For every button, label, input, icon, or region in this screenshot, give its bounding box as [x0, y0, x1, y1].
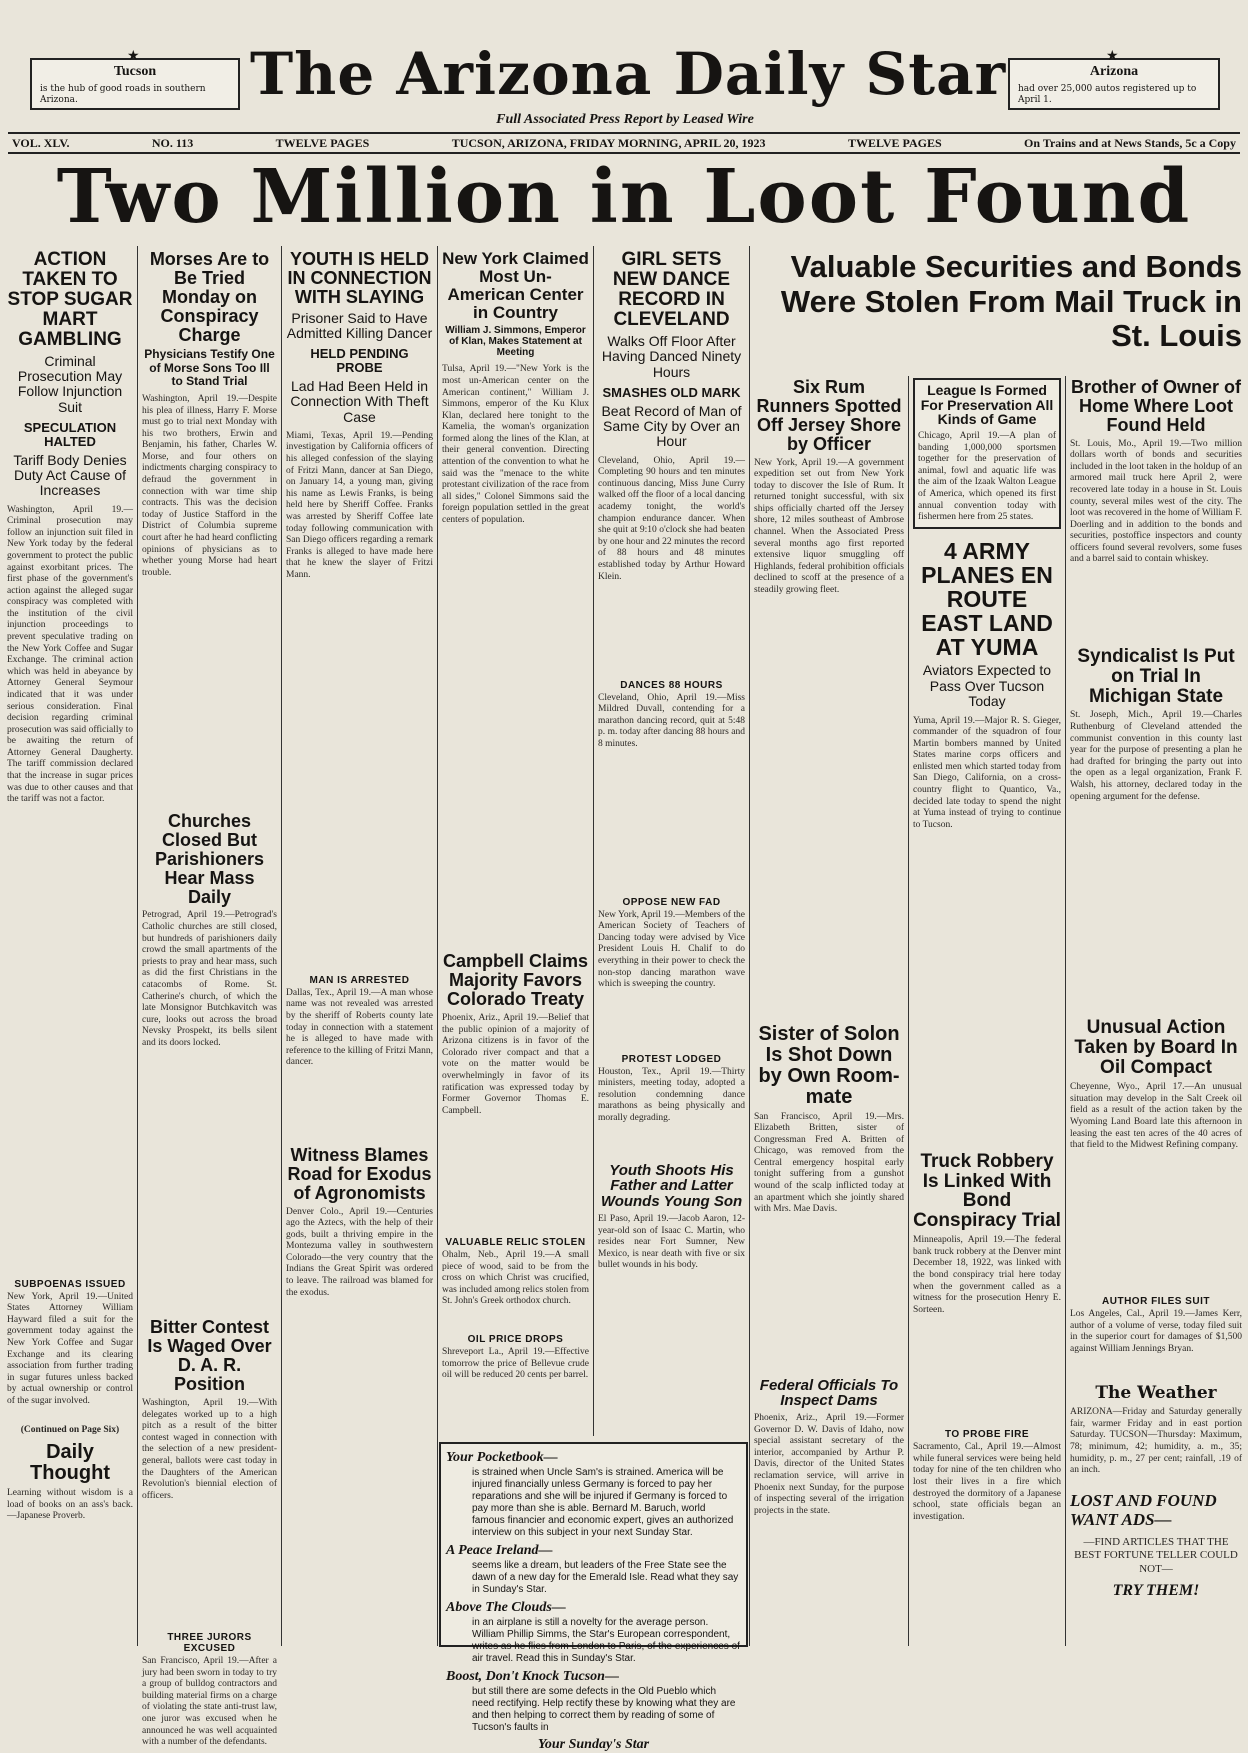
sister-headline: Sister of Solon Is Shot Down by Own Room-mate [758, 1022, 900, 1108]
churches-article-body: Petrograd, April 19.—Petrograd's Catholic churches are still closed, but hundreds of parishioners daily crowd the small apartments of the priests to pray and hear mass, such as did the first Christians in the catacombs of Rome. St. Catherine's church, of which the late Monsignor Butchkavitch was cure, looks out across the broad Nevsky Prospekt, its bells silent and its doors locked. [142, 910, 277, 1048]
pages-left: TWELVE PAGES [275, 135, 370, 150]
info-bar [8, 132, 1240, 154]
column-3 [283, 250, 436, 1650]
promo-body: but still there are some defects in the Old Pueblo which need rectifying. Help rectify these by knowing what they are and then helping to correct them by reading of some of Tucson's faults in [472, 1686, 736, 1733]
promo-title: Boost, Don't Knock Tucson— [446, 1669, 619, 1684]
promo-title: A Peace Ireland— [446, 1543, 553, 1558]
sugar-headline: ACTION TAKEN TO STOP SUGAR MART GAMBLING [7, 249, 133, 350]
sunday-star-promo-box [439, 1442, 748, 1752]
newyork-article-body: Tulsa, April 19.—"New York is the most un-American center on the American continent," William J. Simmons, emperor of the Ku Klux Klan, declared here tonight to the Kamelia, the woman's organization formed along the lines of the Klan, at their general convention. Directing attention of the convention to what he said was the "menace to the white protestant civilization of the race from all sides," Colonel Simmons said the foreign population settled in the great centers of population. [442, 364, 589, 525]
witness-article-body: Denver Colo., April 19.—Centuries ago the Aztecs, with the help of their gods, built a thriving empire in the Montezuma valley in southwestern Colorado—the very country that the Indians the Great Spirit was ordered to leave. The railroad was blamed for the exodus. [286, 1206, 433, 1298]
federal-headline: Federal Officials To Inspect Dams [759, 1376, 899, 1410]
column-rule [593, 246, 594, 1436]
weather-title: The Weather [1095, 1383, 1217, 1404]
planes-deck: Aviators Expected to Pass Over Tucson Today [922, 662, 1052, 710]
masthead-tagline: Full Associated Press Report by Leased Wire [496, 112, 754, 127]
shooting-headline: Youth Shoots His Father and Latter Wounds Young Son [600, 1161, 743, 1211]
oppose-article-body: New York, April 19.—Members of the American Society of Teachers of Dancing today were advised by Vice President Louis H. Chalif to do everything in their power to check the non-stop dancing marathon wave which is sweeping the country. [598, 909, 745, 990]
pages-right: TWELVE PAGES [847, 135, 942, 150]
continued-note: (Continued on Page Six) [20, 1424, 120, 1435]
syndicalist-article-body: St. Joseph, Mich., April 19.—Charles Ruthenburg of Cleveland attended the communist convention in this county last year for the purpose of presenting a plan he had drafted for bringing the party out into the open as a legal organization, Frank F. Walsh, his attorney, declared today in the opening argument for the defense. [1070, 710, 1242, 802]
column-8 [1067, 378, 1245, 1648]
oppose-subhead: OPPOSE NEW FAD [622, 896, 721, 908]
left-ear-box [30, 48, 240, 110]
sugar-article-body: Washington, April 19.—Criminal prosecution may follow an injunction suit filed in New York today by the federal government to protect the public against exorbitant prices. The first phase of the government's action against the alleged sugar conspiracy was completed with the institution of the civil injunction proceedings to prevent speculative trading on the New York Coffee and Sugar Exchange. The criminal action which was held in abeyance by Attorney General Seymour indicated that it was under serious consideration. Final decision regarding criminal prosecution was said officially to be awaiting the return of Attorney General Daugherty. The tariff commission declared that the increase in sugar prices was due to other causes and that the tariff was not a factor. [7, 504, 133, 805]
churches-headline: Churches Closed But Parishioners Hear Mass Daily [154, 811, 265, 907]
league-headline: League Is Formed For Preservation All Kinds of Game [920, 382, 1054, 428]
dateline: TUCSON, ARIZONA, FRIDAY MORNING, APRIL 20, 1923 [451, 135, 766, 150]
federal-article-body: Phoenix, Ariz., April 19.—Former Governor D. W. Davis of Idaho, now special assistant secretary of the interior, accompanied by Arthur P. Davis, director of the United States reclamation service, will arrive in Phoenix next Sunday, for the purpose of inspecting several of the irrigation projects in the state. [754, 1413, 904, 1516]
promo-list [446, 1450, 741, 1734]
girl-kicker: SMASHES OLD MARK [602, 384, 741, 400]
lost-found-body: —FIND ARTICLES THAT THE BEST FORTUNE TELLER COULD NOT— [1074, 1535, 1238, 1575]
star-icon: ★ [127, 48, 140, 64]
protest-article-body: Houston, Tex., April 19.—Thirty ministers, meeting today, adopted a resolution condemning dance marathons as being physically and morally degrading. [598, 1066, 745, 1124]
issue-number: NO. 113 [151, 135, 194, 150]
girl-deck: Walks Off Floor After Having Danced Ninety Hours [601, 332, 742, 380]
promo-title: Your Pocketbook— [446, 1450, 558, 1465]
star-icon: ★ [1106, 48, 1119, 64]
fire-article-body: Sacramento, Cal., April 19.—Almost while funeral services were being held today for nine of the ten children who lost their lives in a fire which destroyed the dormitory of a Japanese school, state officials began an investigation. [913, 1442, 1061, 1522]
daily-thought-text: Learning without wisdom is a load of books on an ass's back. —Japanese Proverb. [7, 1488, 133, 1522]
girl-deck-2: Beat Record of Man of Same City by Over an Hour [601, 402, 742, 450]
column-rule [437, 246, 438, 1646]
column-rule [137, 246, 138, 1646]
promo-body: in an airplane is still a novelty for the average person. William Phillip Simms, the Star's European correspondent, writes as he flies from London to Paris, of the experiences of air travel. Read this in Sunday's Star. [472, 1617, 740, 1664]
campbell-headline: Campbell Claims Majority Favors Colorado Treaty [442, 951, 589, 1010]
lost-found-title: LOST AND FOUND WANT ADS— [1070, 1490, 1217, 1530]
promo-title: Above The Clouds— [446, 1600, 566, 1615]
banner-headline: Two Million in Loot Found [56, 154, 1192, 240]
daily-thought-title: Daily Thought [30, 1441, 110, 1485]
witness-headline: Witness Blames Road for Exodus of Agronomists [287, 1144, 432, 1203]
youth-article-body: Miami, Texas, April 19.—Pending investigation by California officers of his alleged confession of the slaying of Fritzi Mann, dancer at San Diego, on January 14, a young man, giving his name as Lewis Franks, is being held here by Sheriff Coffee. Franks was arrested by Sheriff Coffee late today following communication with San Diego officers regarding a remark Franks is alleged to have made here that he knew the slayer of Fritzi Mann. [286, 430, 433, 580]
man-arrested-subhead: MAN IS ARRESTED [309, 974, 410, 986]
author-subhead: AUTHOR FILES SUIT [1102, 1296, 1210, 1308]
fire-subhead: TO PROBE FIRE [944, 1429, 1030, 1441]
syndicalist-headline: Syndicalist Is Put on Trial In Michigan State [1077, 645, 1235, 707]
unusual-headline: Unusual Action Taken by Board In Oil Compact [1074, 1017, 1238, 1079]
sugar-kicker: SPECULATION HALTED [23, 420, 117, 449]
brother-headline: Brother of Owner of Home Where Loot Found Held [1071, 377, 1241, 435]
promo-body: seems like a dream, but leaders of the Free State see the dawn of a new day for the Emerald Isle. Read what they say in Sunday's Star. [472, 1560, 739, 1595]
morse-headline: Morses Are to Be Tried Monday on Conspiracy Charge [149, 249, 270, 345]
sister-article-body: San Francisco, April 19.—Mrs. Elizabeth Britten, sister of Congressman Fred A. Britten of Chicago, was removed from the Central emergency hospital early tonight suffering from a gunshot wound of the scalp inflicted today at an apartment which she jointly shared with Mrs. Mae Davis. [754, 1111, 904, 1215]
girl-article-body: Cleveland, Ohio, April 19.—Completing 90 hours and ten minutes continuous dancing, Miss June Curry walked off the floor of a local dancing academy tonight, the world's champion endurance dancer. When she quit at 9:10 o'clock she had beaten by one hour and 22 minutes the record of 88 hours and 48 minutes established today by Arthur Howard Klein. [598, 455, 745, 582]
relic-article-body: Ohalm, Neb., April 19.—A small piece of wood, said to be from the cross on which Christ was crucified, was included among relics stolen from St. John's Greek orthodox church. [442, 1250, 589, 1307]
column-2 [139, 249, 280, 1748]
column-rule [1065, 376, 1066, 1646]
rum-article-body: New York, April 19.—A government expedition set out from New York today to discover the Isle of Rum. It returned tonight successful, with six ships officially charted off the Jersey shore, 12 miles southeast of Ambrose channel. When the Associated Press several months ago first reported extensive liquor smuggling off Highlands, federal prohibition officials declined to scoff at the presence of a steadily growing fleet. [754, 457, 904, 595]
rum-headline: Six Rum Runners Spotted Off Jersey Shore by Officer [756, 377, 902, 454]
sugar-deck-2: Tariff Body Denies Duty Act Cause of Increases [13, 451, 127, 499]
column-rule [908, 376, 909, 1646]
youth-deck: Prisoner Said to Have Admitted Killing Dancer [286, 309, 433, 342]
volume-label: VOL. XLV. [12, 135, 70, 150]
league-article-body: Chicago, April 19.—A plan of banding 1,000,000 sportsmen together for the preservation of animal, fowl and aquatic life was the aim of the Izaak Walton League of America, which opened its first annual convention today with fishermen here from 25 states. [918, 431, 1056, 523]
oil-article-body: Shreveport La., April 19.—Effective tomorrow the price of Bellevue crude oil will be reduced 20 cents per barrel. [442, 1347, 589, 1381]
securities-headline: Valuable Securities and Bonds Were Stolen From Mail Truck in St. Louis [780, 249, 1242, 354]
jurors-subhead: THREE JURORS EXCUSED [167, 1632, 252, 1655]
dances-subhead: DANCES 88 HOURS [620, 679, 723, 691]
masthead-title: The Arizona Daily Star [250, 40, 1007, 108]
price-label: On Trains and at News Stands, 5c a Copy [1024, 135, 1236, 150]
promo-body: is strained when Uncle Sam's is strained. America will be injured financially unless Germany is forced to pay her reparations and she will be injured if Germany is forced to pay more than she is able. Bernard M. Baruch, world famous financier and economic expert, gives an authorized interview on this subject in your next Sunday Star. [472, 1467, 734, 1538]
right-ear-box [1008, 48, 1220, 110]
newyork-deck: William J. Simmons, Emperor of Klan, Makes Statement at Meeting [445, 325, 586, 359]
column-4 [439, 250, 592, 1440]
truck-article-body: Minneapolis, April 19.—The federal bank truck robbery at the Denver mint December 18, 1922, was linked with the bond conspiracy trial here today when the government called as a witness for the prosecution Henry E. Sorteen. [913, 1235, 1061, 1315]
girl-headline: GIRL SETS NEW DANCE RECORD IN CLEVELAND [612, 249, 731, 330]
column-5 [595, 250, 748, 1440]
dances-article-body: Cleveland, Ohio, April 19.—Miss Mildred Duvall, contending for a marathon dancing record, quit at 5:48 p. m. today after dancing 88 hours and 8 minutes. [598, 692, 745, 750]
column-rule [749, 246, 750, 1646]
league-box [913, 378, 1061, 529]
column-7 [910, 378, 1064, 1648]
sugar-deck: Criminal Prosecution May Follow Injunction Suit [17, 352, 123, 415]
brother-article-body: St. Louis, Mo., April 19.—Two million dollars worth of bonds and securities included in the loot taken in the holdup of an armored mail truck here April 2, were recovered late today in a house in St. Louis county, several miles west of the city. The loot was recovered in the home of William F. Doerling and in addition to the bonds and securities, postoffice inspectors and county officers found several revolvers, some fuses and a barrel said to contain whiskey. [1070, 438, 1242, 565]
dar-headline: Bitter Contest Is Waged Over D. A. R. Position [147, 1317, 272, 1395]
try-them-label: TRY THEM! [1112, 1582, 1200, 1600]
youth-kicker: HELD PENDING PROBE [310, 346, 409, 376]
campbell-article-body: Phoenix, Ariz., April 19.—Belief that the public opinion of a majority of Arizona citizens is in favor of the Colorado river compact and that a vote on the matter would be overwhelmingly in favor of its ratification was expressed today by Former Governor Thomas E. Campbell. [442, 1013, 589, 1116]
column-rule [281, 246, 282, 1646]
jurors-article-body: San Francisco, April 19.—After a jury had been sworn in today to try a group of bulldog contractors and building material firms on a charge of violating the state anti-trust law, one juror was excused when he announced he was well acquainted with a number of the defendants. [142, 1656, 277, 1748]
protest-subhead: PROTEST LODGED [621, 1053, 722, 1065]
right-ear-title: Arizona [1089, 64, 1139, 79]
sugar-article-body-2: New York, April 19.—United States Attorney William Hayward filed a suit for the government today against the New York Coffee and Sugar Exchange and its clearing association from further trading in sugar futures unless backed by actual ownership or control of the sugar involved. [7, 1291, 133, 1406]
unusual-article-body: Cheyenne, Wyo., April 17.—An unusual situation may develop in the Salt Creek oil field as a result of the action taken by the Wyoming Land Board late this afternoon in leasing the east ten acres of the 40 acres of that field to the Midwest Refining company. [1070, 1082, 1242, 1151]
right-ear-text: had over 25,000 autos registered up to April 1. [1018, 83, 1197, 105]
youth-headline: YOUTH IS HELD IN CONNECTION WITH SLAYING [287, 249, 432, 307]
morse-deck: Physicians Testify One of Morse Sons Too Ill to Stand Trial [144, 347, 275, 388]
left-ear-title: Tucson [113, 64, 157, 79]
weather-body: ARIZONA—Friday and Saturday generally fair, warmer Friday and in east portion Saturday. TUCSON—Thursday: Maximum, 78; minimum, 42; humidity, a. m., 35; humidity, p. m., 27 per cent; rainfall, .19 of an inch. [1070, 1407, 1242, 1476]
sugar-subhead: SUBPOENAS ISSUED [14, 1278, 126, 1290]
planes-headline: 4 ARMY PLANES EN ROUTE EAST LAND AT YUMA [921, 537, 1053, 661]
man-arrested-body: Dallas, Tex., April 19.—A man whose name was not revealed was arrested by the sheriff of Roberts county late today in connection with a statement he is alleged to have made with reference to the killing of Fritzi Mann, dancer. [286, 987, 433, 1068]
author-article-body: Los Angeles, Cal., April 19.—James Kerr, author of a volume of verse, today filed suit in the superior court for damages of $1,500 against William Jennings Bryan. [1070, 1309, 1242, 1355]
shooting-article-body: El Paso, April 19.—Jacob Aaron, 12-year-old son of Isaac C. Martin, who resides near Fort Sumner, New Mexico, is near death with five or six bullet wounds in his body. [598, 1213, 745, 1271]
column-1 [4, 250, 136, 1650]
dar-article-body: Washington, April 19.—With delegates worked up to a high pitch as a result of the bitter contest waged in connection with the selection of a new president-general, ballots were cast today in the Daughters of the American Revolution's biennial election of officers. [142, 1398, 277, 1501]
relic-subhead: VALUABLE RELIC STOLEN [445, 1237, 586, 1249]
morse-article-body: Washington, April 19.—Despite his plea of illness, Harry F. Morse must go to trial next Monday with his two brothers, Erwin and Benjamin, his father, Charles W. Morse, and four others on indictments charging conspiracy to defraud the government in connection with war time ship contracts. This was the decision today of Justice Stafford in the District of Columbia supreme court after he had heard conflicting opinions of physicians as to whether young Morse had heart trouble. [142, 394, 277, 578]
securities-headline-box [758, 250, 1242, 370]
truck-headline: Truck Robbery Is Linked With Bond Conspiracy Trial [913, 1150, 1061, 1232]
youth-deck-2: Lad Had Been Held in Connection With Theft Case [290, 377, 429, 425]
column-6 [751, 378, 907, 1648]
newyork-headline: New York Claimed Most Un-American Center in Country [442, 249, 589, 322]
left-ear-text: is the hub of good roads in southern Arizona. [40, 83, 206, 105]
planes-article-body: Yuma, April 19.—Major R. S. Gieger, commander of the squadron of four Martin bombers manned by United States marine corps officers and enlisted men which started today from San Diego, California, on a cross-country flight to Quantico, Va., decided late today to spend the night at Yuma instead of trying to continue to Tucson. [913, 715, 1061, 830]
promo-footer: Your Sunday's Star [537, 1737, 650, 1752]
oil-subhead: OIL PRICE DROPS [467, 1334, 564, 1346]
